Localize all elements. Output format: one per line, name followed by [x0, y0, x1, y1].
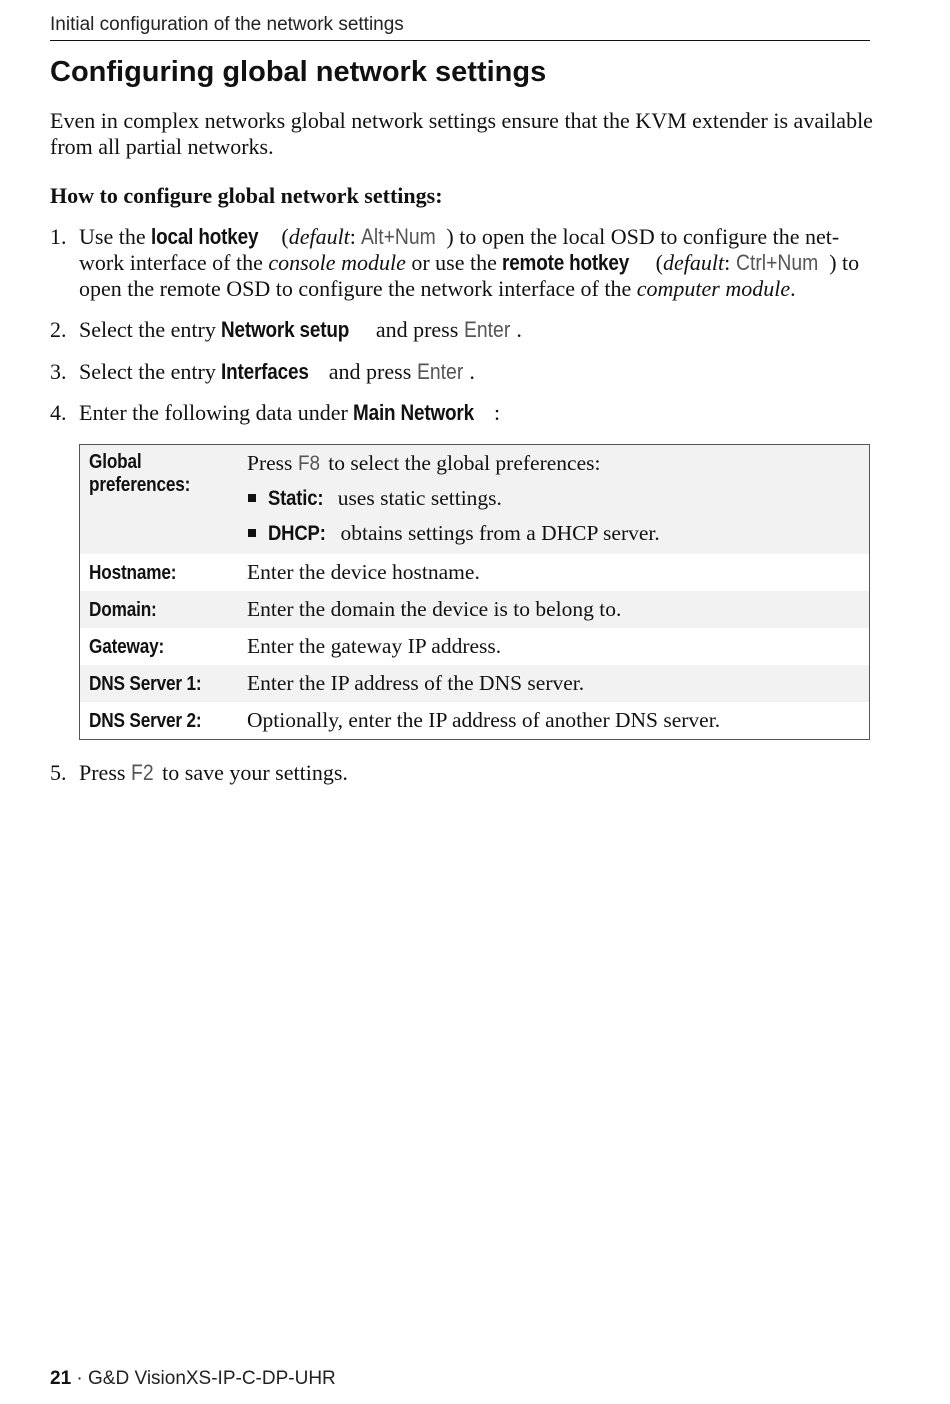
- menu-term: Network setup: [221, 317, 350, 342]
- step-text: [79, 400, 865, 426]
- text-run: Enter the following data under: [79, 400, 354, 425]
- text-run: :: [724, 250, 736, 275]
- row-value: Enter the device hostname.: [247, 560, 480, 584]
- menu-term: local hotkey: [151, 224, 259, 249]
- text-run: ) to open the local OSD to configure the network interface of the: [79, 224, 840, 275]
- option-desc: obtains settings from a DHCP server.: [335, 521, 660, 545]
- step-number: 4.: [50, 400, 67, 425]
- text-run: :: [349, 224, 362, 249]
- option-name: Static:: [268, 486, 324, 510]
- text-run: or use the: [405, 250, 503, 275]
- step-text: [79, 760, 865, 786]
- text-run: to select the global preferences:: [322, 451, 601, 475]
- footer-separator: ·: [71, 1368, 89, 1389]
- row-value: Optionally, enter the IP address of another DNS server.: [247, 708, 721, 732]
- page-number: 21: [50, 1368, 72, 1389]
- text-run: ) to open the remote OSD to configure the network interface of the: [79, 250, 860, 301]
- text-run: .: [516, 317, 522, 342]
- text-run: (: [650, 250, 663, 275]
- list-item: [247, 486, 863, 511]
- label-text: DNS Server 2:: [89, 710, 202, 732]
- menu-term: Main Network: [353, 400, 475, 425]
- square-bullet-icon: [248, 494, 256, 502]
- step-2: [50, 317, 865, 343]
- row-label: [80, 628, 240, 665]
- step-number: 5.: [50, 760, 67, 785]
- table-row: [80, 445, 870, 555]
- list-item: [247, 521, 863, 546]
- row-value: Enter the IP address of the DNS server.: [239, 665, 870, 702]
- table-row: [80, 665, 870, 702]
- table-row: [80, 554, 870, 591]
- key-label: F8: [297, 451, 320, 475]
- text-run: Select the entry: [79, 317, 222, 342]
- table-row: [80, 628, 870, 665]
- text-run: Select the entry: [79, 359, 222, 384]
- step-5: [50, 760, 865, 786]
- intro-paragraph: Even in complex networks global network settings ensure that the KVM extender is available from all partial networks.: [50, 108, 873, 159]
- step-3: [50, 359, 865, 385]
- text-run: (: [275, 224, 289, 249]
- product-name: G&D VisionXS-IP-C-DP-UHR: [88, 1368, 336, 1389]
- row-label: [80, 591, 240, 628]
- page-footer: [50, 1368, 336, 1390]
- emphasis: console module: [268, 250, 406, 275]
- text-run: :: [493, 400, 501, 425]
- step-4: [50, 400, 865, 426]
- key-label: Enter: [416, 359, 464, 384]
- key-label: Ctrl+Num: [735, 250, 818, 275]
- row-value: Enter the gateway IP address.: [247, 634, 502, 658]
- table-row: [80, 591, 870, 628]
- step-number: 3.: [50, 359, 67, 384]
- label-text: Hostname:: [89, 562, 177, 584]
- step-number: 2.: [50, 317, 67, 342]
- label-text: Global preferences:: [89, 451, 191, 496]
- row-label: [80, 665, 240, 702]
- row-label: [80, 702, 240, 740]
- step-text: [79, 359, 865, 385]
- settings-table: [79, 444, 870, 740]
- text-run: and press: [370, 317, 464, 342]
- text-run: to save your settings.: [156, 760, 348, 785]
- howto-heading: How to configure global network settings:: [50, 183, 443, 208]
- key-label: Alt+Num: [361, 224, 437, 249]
- menu-term: remote hotkey: [502, 250, 630, 275]
- key-label: Enter: [463, 317, 511, 342]
- option-desc: uses static settings.: [332, 486, 502, 510]
- option-name: DHCP:: [268, 521, 326, 545]
- menu-term: Interfaces: [221, 359, 310, 384]
- row-label: [80, 554, 240, 591]
- row-label: [80, 445, 240, 555]
- options-list: [247, 486, 863, 546]
- emphasis: default: [288, 224, 350, 249]
- table-row: [80, 702, 870, 740]
- text-run: Press: [247, 451, 298, 475]
- emphasis: default: [662, 250, 725, 275]
- label-text: Gateway:: [89, 636, 165, 658]
- text-run: .: [790, 276, 796, 301]
- text-run: Use the: [79, 224, 152, 249]
- key-label: F2: [130, 760, 154, 785]
- step-text: [79, 317, 865, 343]
- text-run: Press: [79, 760, 131, 785]
- square-bullet-icon: [248, 529, 256, 537]
- step-1: [50, 224, 865, 302]
- running-header: Initial configuration of the network settings: [50, 14, 870, 41]
- step-text: [79, 224, 865, 302]
- emphasis: computer module: [636, 276, 791, 301]
- label-text: DNS Server 1:: [89, 673, 202, 695]
- text-run: and press: [323, 359, 417, 384]
- row-value: [239, 445, 870, 555]
- row-value: Enter the domain the device is to belong to.: [239, 591, 870, 628]
- label-text: Domain:: [89, 599, 157, 621]
- page-title: Configuring global network settings: [50, 56, 547, 88]
- text-run: .: [469, 359, 475, 384]
- step-number: 1.: [50, 224, 67, 249]
